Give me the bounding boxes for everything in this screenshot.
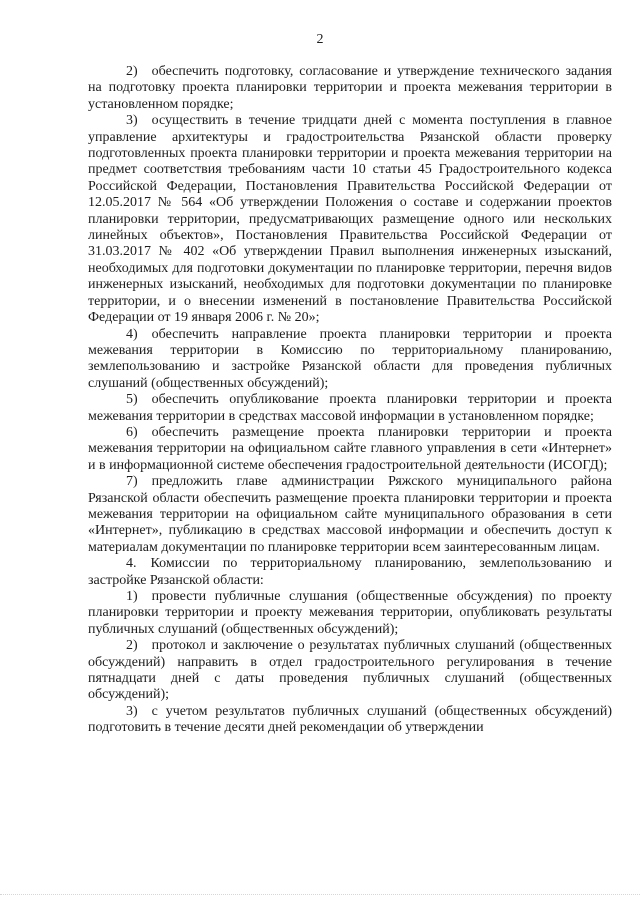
- paragraph-section-4: 4. Комиссии по территориальному планированию, землепользованию и застройке Рязанской области:: [88, 556, 612, 588]
- paragraph-item-5: 5) обеспечить опубликование проекта планировки территории и проекта межевания территории в средствах массовой информации в установленном порядке;: [88, 392, 612, 424]
- paragraph-item-4: 4) обеспечить направление проекта планировки территории и проекта межевания территории в Комиссию по территориальному планированию, землепользованию и застройке Рязанской области для проведения публичных слушаний (общественных обсуждений);: [88, 326, 612, 391]
- paragraph-item-2: 2) обеспечить подготовку, согласование и утверждение технического задания на подготовку проекта планировки территории и проекта межевания территории в установленном порядке;: [88, 64, 612, 112]
- paragraph-item-7: 7) предложить главе администрации Ряжского муниципального района Рязанской области обеспечить размещение проекта планировки территории и проекта межевания территории на официальном сайте муниципального образования в сети «Интернет», публикацию в средствах массовой информации и обеспечить доступ к материалам документации по планировке территории всем заинтересованным лицам.: [88, 474, 612, 555]
- paragraph-commission-item-2: 2) протокол и заключение о результатах публичных слушаний (общественных обсуждений) направить в отдел градостроительного регулирования в течение пятнадцати дней с даты проведения публичных слушаний (общественных обсуждений);: [88, 638, 612, 703]
- paragraph-item-3: 3) осуществить в течение тридцати дней с момента поступления в главное управление архитектуры и градостроительства Рязанской области проверку подготовленных проекта планировки территории и проекта межевания территории на предмет соответствия требованиям части 10 статьи 45 Градостроительного кодекса Российской Федерации, Постановления Правительства Российской Федерации от 12.05.2017 № 564 «Об утверждении Положения о составе и содержании проектов планировки территории, предусматривающих размещение одного или нескольких линейных объектов», Постановления Правительства Российской Федерации от 31.03.2017 № 402 «Об утверждении Правил выполнения инженерных изысканий, необходимых для подготовки документации по планировке территории, перечня видов инженерных изысканий, необходимых для подготовки документации по планировке территории, и о внесении изменений в постановление Правительства Российской Федерации от 19 января 2006 г. № 20»;: [88, 113, 612, 326]
- paragraph-item-6: 6) обеспечить размещение проекта планировки территории и проекта межевания территории на официальном сайте главного управления в сети «Интернет» и в информационной системе обеспечения градостроительной деятельности (ИСОГД);: [88, 424, 612, 473]
- paragraph-commission-item-1: 1) провести публичные слушания (общественные обсуждения) по проекту планировки территории и проекту межевания территории, опубликовать результаты публичных слушаний (общественных обсуждений);: [88, 589, 612, 637]
- paragraph-commission-item-3: 3) с учетом результатов публичных слушаний (общественных обсуждений) подготовить в течение десяти дней рекомендации об утверждении: [88, 703, 612, 736]
- document-body: [88, 64, 612, 737]
- scan-edge-divider: [0, 894, 640, 905]
- page-number: 2: [316, 32, 324, 47]
